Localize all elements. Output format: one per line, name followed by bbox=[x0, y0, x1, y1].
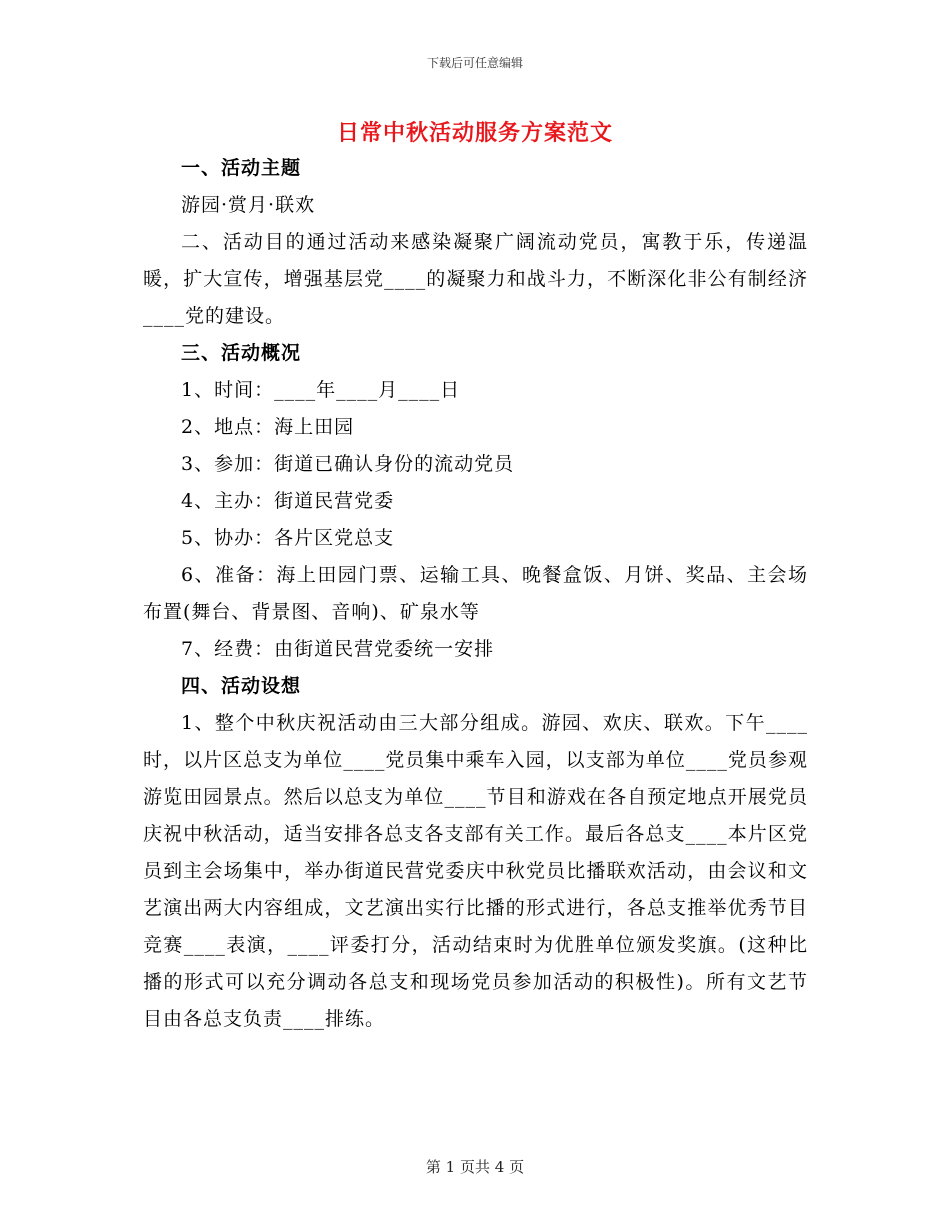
overview-item-preparation: 6、准备：海上田园门票、运输工具、晚餐盒饭、月饼、奖品、主会场布置(舞台、背景图、音响)、矿泉水等 bbox=[143, 564, 808, 623]
overview-item-location: 2、地点：海上田园 bbox=[181, 416, 355, 438]
document-title: 日常中秋活动服务方案范文 bbox=[336, 120, 613, 146]
section-heading-plan: 四、活动设想 bbox=[181, 675, 302, 697]
page-header-note: 下载后可任意编辑 bbox=[426, 56, 523, 70]
plan-paragraph: 1、整个中秋庆祝活动由三大部分组成。游园、欢庆、联欢。下午____时，以片区总支为单位____党员集中乘车入园，以支部为单位____党员参观游览田园景点。然后以总支为单位____节目和游戏在各自预定地点开展党员庆祝中秋活动，适当安排各总支各支部有关工作。最后各总支____本片区党员到主会场集中，举办街道民营党委庆中秋党员比播联欢活动，由会议和文艺演出两大内容组成，文艺演出实行比播的形式进行，各总支推举优秀节目竞赛____表演，____评委打分，活动结束时为优胜单位颁发奖旗。(这种比播的形式可以充分调动各总支和现场党员参加活动的积极性)。所有文艺节目由各总支负责____排练。 bbox=[143, 712, 808, 1030]
overview-item-organizer: 4、主办：街道民营党委 bbox=[181, 490, 395, 512]
section-heading-theme: 一、活动主题 bbox=[181, 157, 302, 179]
document-body bbox=[143, 150, 808, 1038]
theme-text: 游园·赏月·联欢 bbox=[181, 194, 316, 216]
overview-item-participants: 3、参加：街道已确认身份的流动党员 bbox=[181, 453, 515, 475]
purpose-paragraph: 二、活动目的通过活动来感染凝聚广阔流动党员，寓教于乐，传递温暖，扩大宣传，增强基层党____的凝聚力和战斗力，不断深化非公有制经济____党的建设。 bbox=[143, 231, 808, 327]
overview-item-funding: 7、经费：由街道民营党委统一安排 bbox=[181, 638, 495, 660]
section-heading-overview: 三、活动概况 bbox=[181, 342, 302, 364]
overview-item-co-organizer: 5、协办：各片区党总支 bbox=[181, 527, 395, 549]
page-number: 第 1 页共 4 页 bbox=[425, 1158, 525, 1176]
overview-item-time: 1、时间：____年____月____日 bbox=[181, 379, 461, 401]
